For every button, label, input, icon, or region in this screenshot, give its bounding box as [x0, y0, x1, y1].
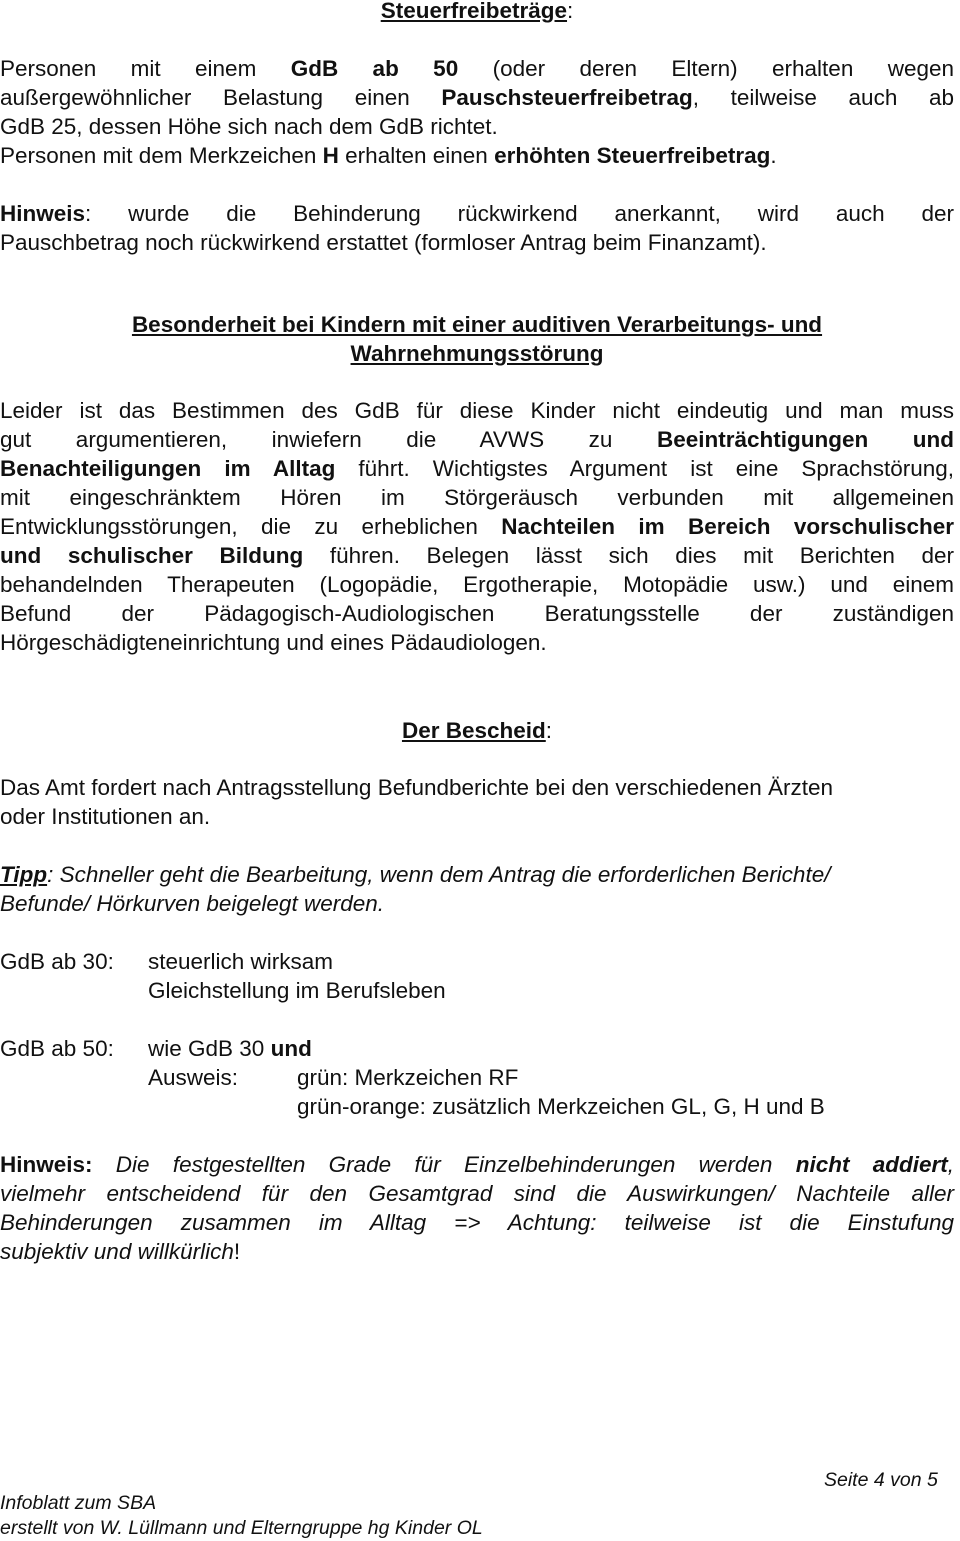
hinweis-label: Hinweis: [0, 1152, 93, 1177]
footer-line-1: Infoblatt zum SBA [0, 1492, 157, 1514]
bold-text: Nachteilen im Bereich vorschulischer [501, 514, 954, 539]
text: ! [233, 1239, 241, 1264]
bold-text: Beeinträchtigungen und [656, 427, 954, 452]
text: , teilweise auch ab [692, 85, 954, 110]
text: Personen mit einem [0, 56, 257, 81]
bold-text: und schulischer Bildung [0, 543, 304, 568]
text: : wurde die Behinderung rückwirkend anerkannt, wird auch der [85, 201, 954, 226]
text: , [947, 1152, 954, 1177]
text: mit eingeschränktem Hören im Störgeräusch verbunden mit allgemeinen [0, 485, 954, 510]
text: wie GdB 30 [148, 1036, 265, 1061]
text: GdB 25, dessen Höhe sich nach dem GdB richtet. [0, 114, 498, 139]
text: führen. Belegen lässt sich dies mit Berichten der [329, 543, 954, 568]
hinweis-rueckwirkend [0, 199, 954, 257]
heading-text: Steuerfreibeträge [380, 0, 568, 23]
bold-text: erhöhten Steuerfreibetrag [494, 143, 771, 168]
text: Personen mit dem Merkzeichen [0, 143, 317, 168]
tipp-label: Tipp [0, 862, 48, 887]
hinweis-label: Hinweis [0, 201, 86, 226]
text: oder Institutionen an. [0, 804, 211, 829]
heading-bescheid [0, 716, 954, 745]
text: Hörgeschädigteneinrichtung und eines Pädaudiologen. [0, 630, 547, 655]
bold-text: Pauschsteuerfreibetrag [441, 85, 693, 110]
text: führt. Wichtigstes Argument ist eine Sprachstörung, [358, 456, 954, 481]
bold-text: nicht addiert [795, 1152, 948, 1177]
heading-colon: : [567, 0, 574, 23]
text: vielmehr entscheidend für den Gesamtgrad sind die Auswirkungen/ Nachteile aller [0, 1181, 954, 1206]
text: Befund der Pädagogisch-Audiologischen Beratungsstelle der zuständigen [0, 601, 954, 626]
text: : Schneller geht die Bearbeitung, wenn dem Antrag die erforderlichen Berichte/ [47, 862, 831, 887]
gdb-30-value-1: steuerlich wirksam [148, 949, 334, 974]
hinweis-einzelbehinderungen [0, 1150, 954, 1266]
text: Die festgestellten Grade für Einzelbehinderungen werden [115, 1152, 773, 1177]
heading-text: Wahrnehmungsstörung [350, 341, 604, 366]
heading-colon: : [545, 718, 553, 743]
gdb-30-label: GdB ab 30: [0, 949, 114, 974]
gdb-50-value-1 [148, 1034, 312, 1063]
ausweis-gruen-orange: grün-orange: zusätzlich Merkzeichen GL, G, H und B [297, 1094, 825, 1119]
text: erhalten einen [345, 143, 488, 168]
paragraph-befundberichte [0, 773, 954, 831]
paragraph-merkzeichen-h [0, 141, 954, 170]
text: (oder deren Eltern) erhalten wegen [492, 56, 954, 81]
text: Befunde/ Hörkurven beigelegt werden. [0, 891, 384, 916]
bold-text: H [322, 143, 339, 168]
page-number: Seite 4 von 5 [824, 1469, 938, 1491]
heading-steuerfreibetraege [0, 0, 954, 25]
text: behandelnden Therapeuten (Logopädie, Ergotherapie, Motopädie usw.) und einem [0, 572, 954, 597]
text: Entwicklungsstörungen, die zu erheblichen [0, 514, 478, 539]
text: Leider ist das Bestimmen des GdB für diese Kinder nicht eindeutig und man muss [0, 398, 954, 423]
paragraph-avws [0, 396, 954, 657]
gdb-50-label: GdB ab 50: [0, 1036, 114, 1061]
footer-line-2: erstellt von W. Lüllmann und Elterngruppe hg Kinder OL [0, 1517, 483, 1539]
text: Pauschbetrag noch rückwirkend erstattet (formloser Antrag beim Finanzamt). [0, 230, 767, 255]
bold-text: Benachteiligungen im Alltag [0, 456, 336, 481]
text: gut argumentieren, inwiefern die AVWS zu [0, 427, 613, 452]
text: subjektiv und willkürlich [0, 1239, 234, 1264]
heading-besonderheit [0, 310, 954, 368]
bold-text: und [270, 1036, 312, 1061]
text: Das Amt fordert nach Antragsstellung Befundberichte bei den verschiedenen Ärzten [0, 775, 834, 800]
tipp-paragraph [0, 860, 954, 918]
gdb-30-value-2: Gleichstellung im Berufsleben [148, 978, 446, 1003]
bold-text: GdB ab 50 [290, 56, 459, 81]
text: außergewöhnlicher Belastung einen [0, 85, 410, 110]
ausweis-gruen: grün: Merkzeichen RF [297, 1065, 519, 1090]
paragraph-pauschsteuerfreibetrag [0, 54, 954, 141]
text: . [770, 143, 777, 168]
ausweis-label: Ausweis: [148, 1065, 239, 1090]
heading-text: Besonderheit bei Kindern mit einer auditiven Verarbeitungs- und [131, 312, 823, 337]
text: Behinderungen zusammen im Alltag => Achtung: teilweise ist die Einstufung [0, 1210, 954, 1235]
heading-text: Der Bescheid [401, 718, 546, 743]
